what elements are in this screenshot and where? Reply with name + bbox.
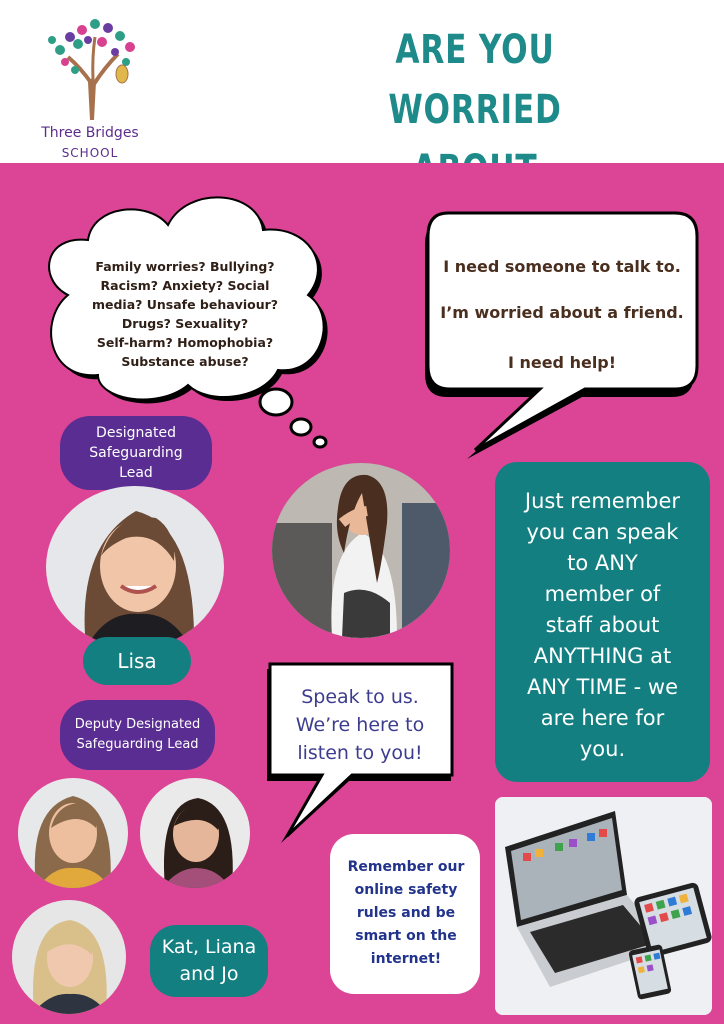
worries-list — [75, 257, 295, 371]
speech-line-2: I’m worried about a friend. — [440, 303, 684, 322]
deputy-role-line: Deputy Designated — [74, 717, 201, 732]
worry-line: Drugs? Sexuality? — [121, 316, 249, 331]
remember-line: are here for — [540, 706, 665, 730]
remember-line: ANY TIME - we — [526, 675, 678, 699]
laptop-tablet-phone-image — [495, 797, 712, 1015]
online-line: Remember our — [347, 859, 465, 875]
worry-line: media? Unsafe behaviour? — [91, 297, 279, 312]
remember-line: you can speak — [526, 520, 679, 544]
remember-line: to ANY — [567, 551, 638, 575]
tree-logo-icon — [40, 12, 145, 122]
worry-line: Substance abuse? — [121, 354, 249, 369]
deputy-photo-2 — [140, 778, 250, 888]
deputy-photo-3 — [12, 900, 126, 1014]
online-safety-text — [338, 856, 474, 971]
deputy-photo-1 — [18, 778, 128, 888]
online-line: internet! — [370, 951, 442, 967]
remember-line: staff about — [545, 613, 660, 637]
remember-message-box — [495, 462, 710, 782]
speech-line-3: I need help! — [507, 353, 617, 372]
speak-line: Speak to us. — [301, 686, 419, 708]
online-line: online safety — [354, 882, 458, 898]
remember-line: ANYTHING at — [533, 644, 672, 668]
school-subtitle: SCHOOL — [61, 146, 119, 160]
speak-line: We’re here to — [295, 714, 425, 736]
dsl-role-line: Lead — [119, 465, 153, 481]
speak-to-us-text — [270, 683, 450, 767]
header — [0, 0, 724, 163]
deputy-role-line: Safeguarding Lead — [76, 737, 199, 752]
school-name: Three Bridges — [41, 125, 139, 141]
deputy-role-badge — [60, 700, 215, 770]
dsl-role-line: Designated — [96, 425, 176, 441]
deputy-names-badge — [150, 925, 268, 997]
remember-line: member of — [544, 582, 661, 606]
dsl-name-badge: Lisa — [83, 637, 191, 685]
speech-bubble — [420, 205, 705, 460]
worry-line: Family worries? Bullying? — [95, 259, 275, 274]
dsl-role-line: Safeguarding — [89, 445, 183, 461]
lisa-photo — [46, 486, 224, 648]
remember-line: you. — [579, 737, 626, 761]
dsl-role-badge — [60, 416, 212, 490]
online-line: rules and be — [356, 905, 456, 921]
title-line-1: ARE YOU WORRIED — [388, 27, 562, 133]
deputy-names-line: Kat, Liana — [161, 936, 257, 958]
worry-line: Self-harm? Homophobia? — [96, 335, 274, 350]
deputy-names-line: and Jo — [179, 963, 239, 985]
speech-line-1: I need someone to talk to. — [443, 257, 681, 276]
online-line: smart on the — [355, 928, 457, 944]
remember-line: Just remember — [524, 489, 681, 513]
worried-student-photo — [272, 463, 450, 638]
speak-line: listen to you! — [297, 742, 423, 764]
worry-line: Racism? Anxiety? Social — [100, 278, 270, 293]
